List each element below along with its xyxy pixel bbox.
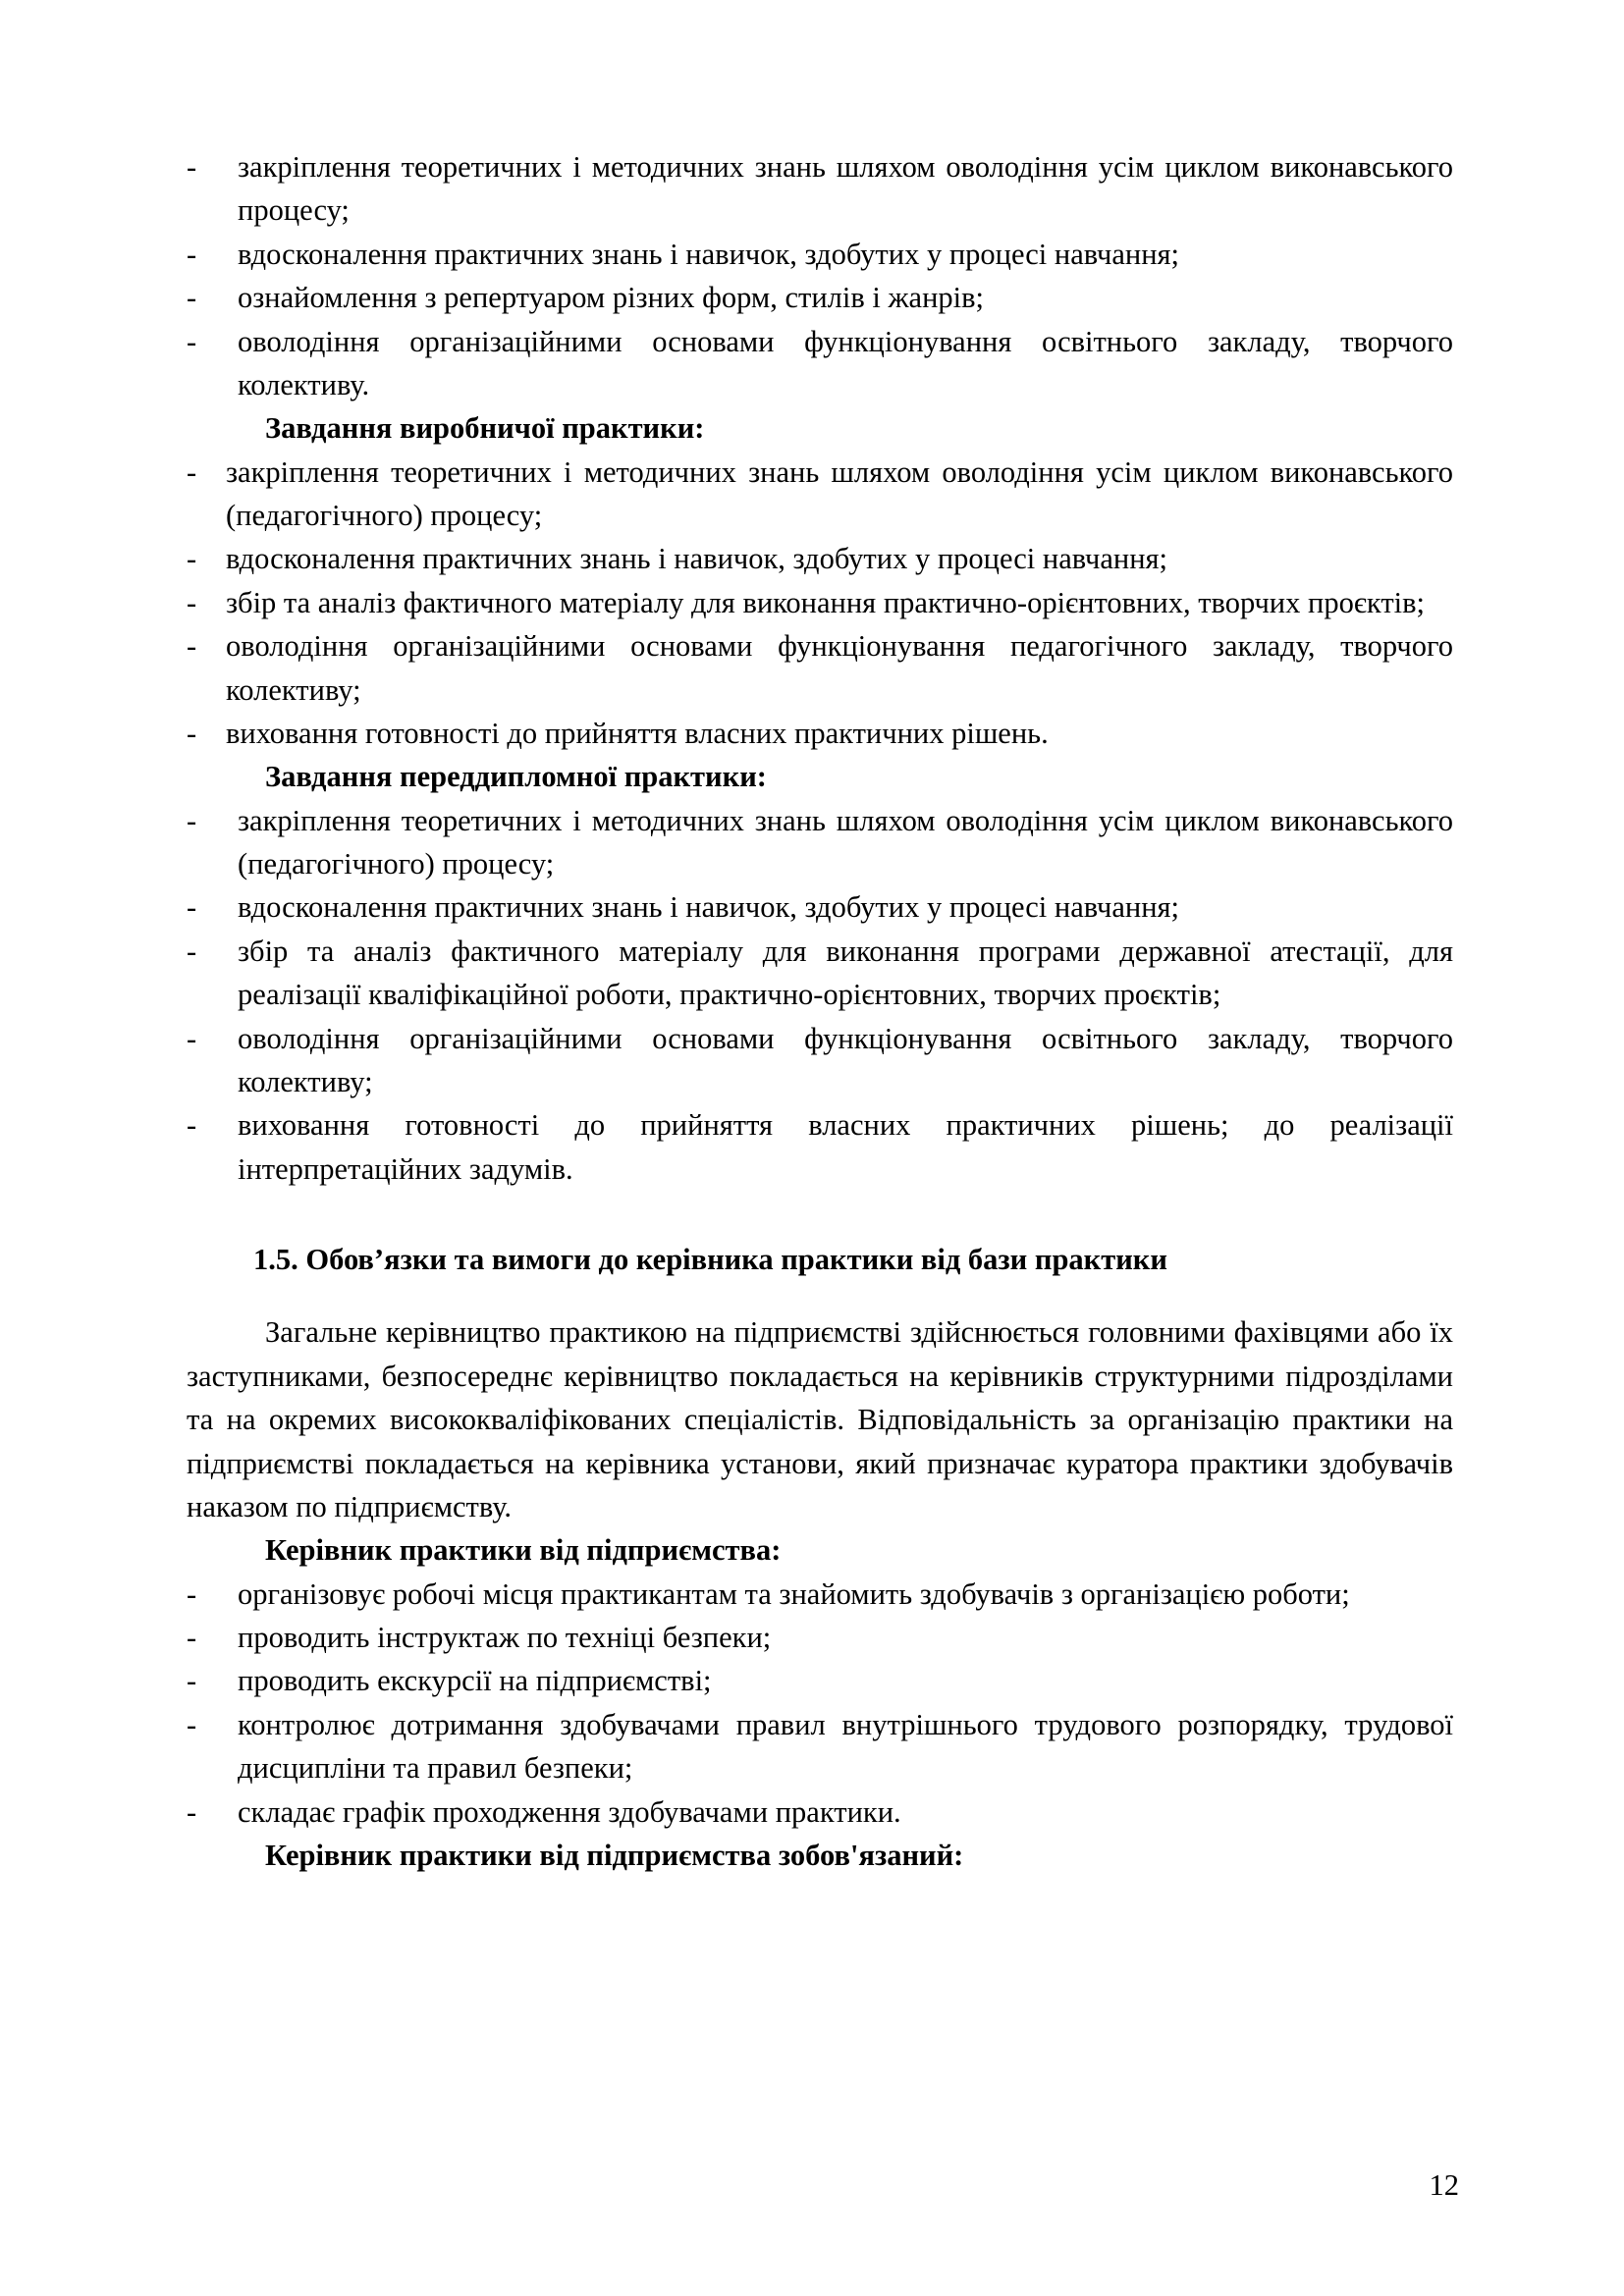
list-item <box>187 712 1453 755</box>
list-item-text: оволодіння організаційними основами функціонування педагогічного закладу, творчого колективу; <box>226 629 1453 707</box>
bullet-dash: - <box>187 1021 197 1055</box>
list-item <box>187 581 1453 624</box>
list-item <box>187 624 1453 712</box>
paragraph-general-management: Загальне керівництво практикою на підприємстві здійснюється головними фахівцями або їх заступниками, безпосереднє керівництво покладається на керівників структурними підрозділами та на окремих висококваліфікованих спеціалістів. Відповідальність за організацію практики на підприємстві покладається на керівника установи, який призначає куратора практики здобувачів наказом по підприємству. <box>187 1315 1453 1523</box>
list-item-text: закріплення теоретичних і методичних знань шляхом оволодіння усім циклом виконавського (педагогічного) процесу; <box>226 454 1453 532</box>
list-item <box>187 1103 1453 1191</box>
page-content <box>187 145 1453 1877</box>
list-item <box>187 276 1453 319</box>
bullet-dash: - <box>187 1794 197 1829</box>
section-heading-1-5: 1.5. Обов’язки та вимоги до керівника практики від бази практики <box>253 1243 1167 1276</box>
list-item <box>187 1790 1453 1834</box>
list-item-text: контролює дотримання здобувачами правил внутрішнього трудового розпорядку, трудової дисципліни та правил безпеки; <box>238 1707 1453 1786</box>
list-item <box>187 145 1453 233</box>
list-item-text: збір та аналіз фактичного матеріалу для виконання практично-орієнтовних, творчих проєктів; <box>226 585 1425 619</box>
bullet-dash: - <box>187 454 197 489</box>
list-item-text: вдосконалення практичних знань і навичок, здобутих у процесі навчання; <box>238 237 1180 271</box>
bullet-dash: - <box>187 542 197 576</box>
bullet-dash: - <box>187 150 197 184</box>
list-item-text: закріплення теоретичних і методичних знань шляхом оволодіння усім циклом виконавського процесу; <box>238 150 1453 228</box>
spacer <box>187 1191 1453 1238</box>
subheading-vyrobnycha: Завдання виробничої практики: <box>265 411 705 446</box>
list-item-text: оволодіння організаційними основами функціонування освітнього закладу, творчого колективу; <box>238 1021 1453 1098</box>
list-item-text: проводить екскурсії на підприємстві; <box>238 1664 712 1698</box>
list-item <box>187 1703 1453 1790</box>
bullet-list-intro <box>187 145 1453 406</box>
bullet-list-pereddyplomna <box>187 799 1453 1191</box>
list-item <box>187 233 1453 276</box>
bullet-dash: - <box>187 716 197 750</box>
bullet-list-kerivnyk <box>187 1573 1453 1834</box>
list-item-text: вдосконалення практичних знань і навичок, здобутих у процесі навчання; <box>238 890 1180 925</box>
list-item-text: оволодіння організаційними основами функціонування освітнього закладу, творчого колективу. <box>238 324 1453 401</box>
subheading-kerivnyk-zobovyazanyi: Керівник практики від підприємства зобов'язаний: <box>265 1838 964 1872</box>
list-item-text: проводить інструктаж по техніці безпеки; <box>238 1621 772 1654</box>
list-item <box>187 537 1453 580</box>
list-item-text: закріплення теоретичних і методичних знань шляхом оволодіння усім циклом виконавського (педагогічного) процесу; <box>238 803 1453 881</box>
bullet-dash: - <box>187 803 197 837</box>
list-item <box>187 320 1453 407</box>
list-item <box>187 930 1453 1017</box>
bullet-dash: - <box>187 1707 197 1741</box>
list-item-text: складає графік проходження здобувачами практики. <box>238 1794 901 1829</box>
list-item-text: виховання готовності до прийняття власних практичних рішень; до реалізації інтерпретаційних задумів. <box>238 1108 1453 1186</box>
spacer <box>187 1281 1453 1310</box>
bullet-dash: - <box>187 324 197 358</box>
list-item <box>187 451 1453 538</box>
bullet-dash: - <box>187 890 197 925</box>
list-item <box>187 1573 1453 1616</box>
list-item-text: ознайомлення з репертуаром різних форм, стилів і жанрів; <box>238 281 985 315</box>
list-item <box>187 1659 1453 1702</box>
subheading-pereddyplomna: Завдання переддипломної практики: <box>265 760 767 794</box>
list-item <box>187 1616 1453 1659</box>
bullet-dash: - <box>187 1621 197 1654</box>
list-item-text: збір та аналіз фактичного матеріалу для виконання програми державної атестації, для реалізації кваліфікаційної роботи, практично-орієнтовних, творчих проєктів; <box>238 934 1453 1012</box>
bullet-dash: - <box>187 585 197 619</box>
bullet-dash: - <box>187 1664 197 1698</box>
list-item-text: організовує робочі місця практикантам та знайомить здобувачів з організацією роботи; <box>238 1576 1350 1611</box>
list-item-text: вдосконалення практичних знань і навичок, здобутих у процесі навчання; <box>226 542 1168 576</box>
bullet-dash: - <box>187 629 197 664</box>
bullet-dash: - <box>187 281 197 315</box>
bullet-dash: - <box>187 934 197 968</box>
list-item-text: виховання готовності до прийняття власних практичних рішень. <box>226 716 1049 750</box>
list-item <box>187 799 1453 886</box>
page-number: 12 <box>1429 2167 1459 2202</box>
list-item <box>187 885 1453 929</box>
list-item <box>187 1017 1453 1104</box>
bullet-dash: - <box>187 1108 197 1143</box>
bullet-dash: - <box>187 1576 197 1611</box>
bullet-list-vyrobnycha <box>187 451 1453 756</box>
bullet-dash: - <box>187 237 197 271</box>
subheading-kerivnyk-vid-pidpryiemstva: Керівник практики від підприємства: <box>265 1533 782 1568</box>
